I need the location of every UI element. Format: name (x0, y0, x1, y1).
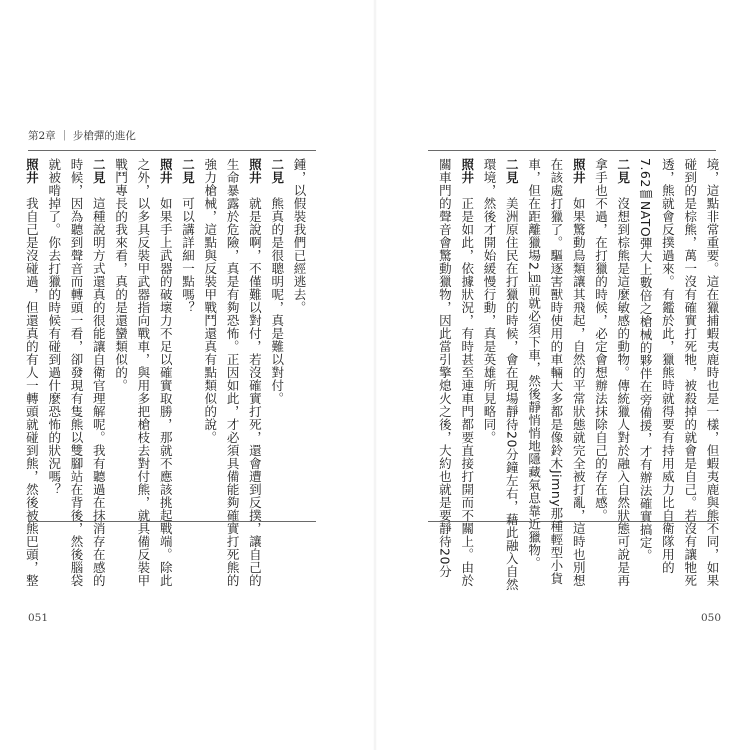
speaker-label: 二見 (615, 158, 631, 184)
text-column (270, 158, 285, 405)
text-column (482, 158, 497, 444)
column-text: 境，這點非常重要。這在獵捕蝦夷鹿時也是一樣，但蝦夷鹿與熊不同，如果 (705, 158, 720, 587)
text-column (114, 158, 129, 392)
text-column (437, 158, 452, 578)
text-column (660, 158, 675, 574)
speaker-label: 照井 (24, 158, 40, 184)
text-column (69, 158, 84, 587)
column-text: 之外，以多具反裝甲武器指向戰車，與用多把槍枝去對付熊，就具備反裝甲 (135, 158, 151, 587)
column-text: 就是說啊，不僅難以對付，若沒確實打死，還會遭到反撲，讓自己的 (247, 197, 263, 587)
column-text: 戰鬥專長的我來看，真的是還蠻類似的。 (113, 158, 129, 392)
speaker-label: 照井 (158, 158, 174, 184)
page-number-right: 050 (701, 612, 722, 624)
chapter-number: 第2章 (28, 130, 56, 142)
text-column (136, 158, 151, 587)
column-text: 這種說明方式還真的很能讓自衛官理解呢。我有聽過在抹消存在感的 (91, 197, 107, 587)
column-text: 車，但在距離獵場2㎞前就必須下車，然後靜悄悄地隱藏氣息靠近獵物。 (526, 158, 542, 570)
text-column (460, 158, 475, 587)
text-column (47, 158, 62, 496)
speaker-label: 照井 (459, 158, 475, 184)
column-text: 關車門的聲音會驚動獵物，因此當引擎熄火之後，大約也就是要靜待20分 (437, 158, 453, 578)
chapter-header (28, 128, 136, 143)
text-column (247, 158, 262, 587)
text-column (571, 158, 586, 587)
speaker-label: 照井 (247, 158, 263, 184)
header-separator: ｜ (59, 130, 70, 142)
column-text: 鍾，以假裝我們已經逃去。 (292, 158, 307, 314)
text-column (292, 158, 307, 314)
column-text: 強力槍械，這點與反裝甲戰鬥還真有點類似的說。 (202, 158, 218, 444)
page-number-left: 051 (28, 612, 49, 624)
column-text: 我自己是沒碰過，但還真的有人一轉頭就碰到熊，然後被熊巴頭，整 (24, 197, 40, 587)
top-rule (428, 150, 716, 151)
column-text: 美洲原住民在打獵的時候，會在現場靜待20分鐘左右，藉此融入自然 (504, 197, 520, 591)
text-column (683, 158, 698, 587)
right-page (375, 0, 750, 750)
text-column (24, 158, 39, 587)
column-text: 在該處打獵了。驅逐害獸時使用的車輛大多都是像鈴木Jimny那種輕型小貨 (548, 158, 564, 586)
speaker-label: 二見 (504, 158, 520, 184)
text-column (638, 158, 653, 562)
column-text: 時候，因為聽到聲音而轉頭一看，卻發現有隻熊以雙腳站在背後，然後腦袋 (69, 158, 84, 587)
text-column (225, 158, 240, 587)
chapter-title: 步槍彈的進化 (72, 130, 136, 142)
column-text: 拿手也不過，在打獵的時候，必定會想辦法抹除自己的存在感。 (593, 158, 609, 522)
top-rule (28, 150, 316, 151)
speaker-label: 二見 (269, 158, 285, 184)
column-text: 就被啃掉了。你去打獵的時候有碰到過什麼恐怖的狀況嗎？ (46, 158, 62, 496)
column-text: 碰到的是棕熊，萬一沒有確實打死牠，被殺掉的就會是自己。若沒有讓牠死 (682, 158, 698, 587)
text-column (594, 158, 609, 522)
text-column (504, 158, 519, 591)
text-column (181, 158, 196, 314)
column-text: 熊真的是很聰明呢，真是難以對付。 (269, 197, 285, 405)
column-text: 沒想到棕熊是這麼敏感的動物。傳統獵人對於融入自然狀態可說是再 (615, 197, 631, 587)
column-text: 環境，然後才開始緩慢行動，真是英雄所見略同。 (482, 158, 497, 444)
text-column (91, 158, 106, 587)
text-column (158, 158, 173, 587)
column-text: 如果驚動鳥類讓其飛起，自然的平常狀態就完全被打亂，這時也別想 (571, 197, 587, 587)
speaker-label: 二見 (180, 158, 196, 184)
column-text: 正是如此，依據狀況，有時甚至連車門都要直接打開而不關上。由於 (459, 197, 475, 587)
text-column (549, 158, 564, 585)
text-column (527, 158, 542, 569)
text-column (616, 158, 631, 587)
speaker-label: 照井 (571, 158, 587, 184)
column-text: 7.62㎜NATO彈大上數倍之槍械的夥伴在旁備援，才有辦法確實搞定。 (638, 158, 654, 563)
text-column (203, 158, 218, 444)
column-text: 可以講詳細一點嗎？ (180, 197, 196, 314)
column-text: 如果手上武器的破壞力不足以確實取勝，那就不應該挑起戰端。除此 (158, 197, 174, 587)
column-text: 透，熊就會反撲過來。有鑑於此，獵熊時就得要有持用威力比自衛隊用的 (660, 158, 676, 574)
speaker-label: 二見 (91, 158, 107, 184)
column-text: 生命暴露於危險，真是有夠恐怖。正因如此，才必須具備能夠確實打死熊的 (225, 158, 241, 587)
text-column (705, 158, 720, 587)
